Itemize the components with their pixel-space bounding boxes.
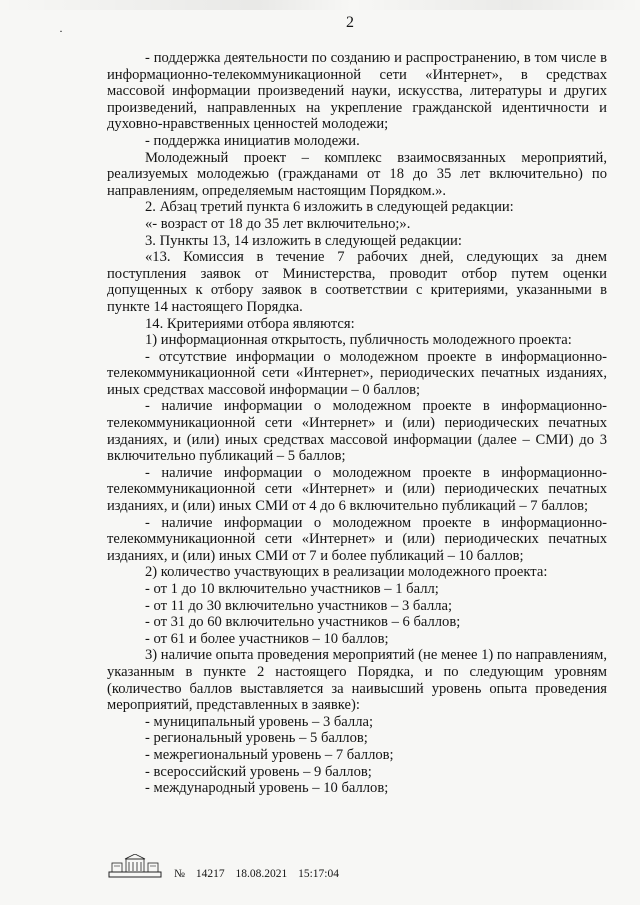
paragraph: - межрегиональный уровень – 7 баллов; bbox=[145, 746, 394, 763]
registration-stamp bbox=[174, 868, 347, 880]
building-stamp-icon bbox=[108, 854, 162, 879]
paragraph: 3. Пункты 13, 14 изложить в следующей редакции: bbox=[145, 232, 462, 249]
paragraph: - от 11 до 30 включительно участников – 3 балла; bbox=[145, 597, 453, 614]
paragraph: - региональный уровень – 5 баллов; bbox=[145, 730, 368, 747]
registration-time: 15:17:04 bbox=[298, 868, 339, 880]
paragraph: - от 61 и более участников – 10 баллов; bbox=[145, 630, 389, 647]
paragraph: - поддержка деятельности по созданию и распространению, в том числе в информационно-телекоммуникационной сети «Интернет», в средствах массовой информации произведений науки, искусства, литературы и других произведений, направленных на укрепление гражданской идентичности и духовно-нравственных ценностей молодежи; bbox=[107, 50, 607, 133]
paragraph: - международный уровень – 10 баллов; bbox=[145, 780, 389, 797]
paragraph: - наличие информации о молодежном проекте в информационно-телекоммуникационной сети «Интернет» и (или) периодических печатных изданиях, и (или) иных СМИ от 4 до 6 включительно публикаций – 7 баллов; bbox=[107, 464, 607, 515]
paragraph: - от 31 до 60 включительно участников – 6 баллов; bbox=[145, 614, 461, 631]
paragraph: - отсутствие информации о молодежном проекте в информационно-телекоммуникационной сети «Интернет», периодических печатных изданиях, иных средствах массовой информации – 0 баллов; bbox=[107, 348, 607, 398]
paragraph: «- возраст от 18 до 35 лет включительно;». bbox=[145, 215, 411, 232]
paragraph: - всероссийский уровень – 9 баллов; bbox=[145, 763, 372, 780]
page-number: 2 bbox=[346, 14, 354, 31]
paragraph: 3) наличие опыта проведения мероприятий (не менее 1) по направлениям, указанным в пункте 2 настоящего Порядка, и по следующим уровням (количество баллов выставляется за наивысший уровень опыта проведения мероприятий, представленных в заявке): bbox=[107, 647, 607, 714]
paragraph: - наличие информации о молодежном проекте в информационно-телекоммуникационной сети «Интернет» и (или) периодических печатных изданиях, и (или) иных средствах массовой информации (далее – СМИ) до 3 включительно публикаций – 5 баллов; bbox=[107, 398, 607, 465]
paragraph: 2) количество участвующих в реализации молодежного проекта: bbox=[145, 564, 548, 581]
paragraph: - наличие информации о молодежном проекте в информационно-телекоммуникационной сети «Интернет» и (или) периодических печатных изданиях, и (или) иных СМИ от 7 и более публикаций – 10 баллов; bbox=[107, 514, 607, 564]
paragraph: 1) информационная открытость, публичность молодежного проекта: bbox=[145, 332, 572, 349]
paragraph: 2. Абзац третий пункта 6 изложить в следующей редакции: bbox=[145, 199, 514, 216]
paragraph: - от 1 до 10 включительно участников – 1 балл; bbox=[145, 581, 439, 597]
document-body bbox=[107, 50, 607, 797]
paragraph: - поддержка инициатив молодежи. bbox=[145, 132, 360, 149]
registration-number: 14217 bbox=[195, 868, 225, 880]
paragraph: «13. Комиссия в течение 7 рабочих дней, следующих за днем поступления заявок от Министерства, проводит отбор путем оценки допущенных к отбору заявок в соответствии с критериями, указанными в пункте 14 настоящего Порядка. bbox=[107, 249, 607, 315]
registration-footer bbox=[108, 848, 528, 884]
paragraph: 14. Критериями отбора являются: bbox=[145, 315, 355, 332]
paragraph: - муниципальный уровень – 3 балла; bbox=[145, 713, 374, 730]
paragraph: Молодежный проект – комплекс взаимосвязанных мероприятий, реализуемых молодежью (гражданами от 18 до 35 лет включительно) по направлениям, определяемым настоящим Порядком.». bbox=[107, 149, 607, 199]
scan-mark: · bbox=[59, 24, 63, 38]
scan-top-edge bbox=[0, 0, 640, 10]
number-sign: № bbox=[174, 868, 185, 880]
registration-date: 18.08.2021 bbox=[235, 868, 288, 880]
